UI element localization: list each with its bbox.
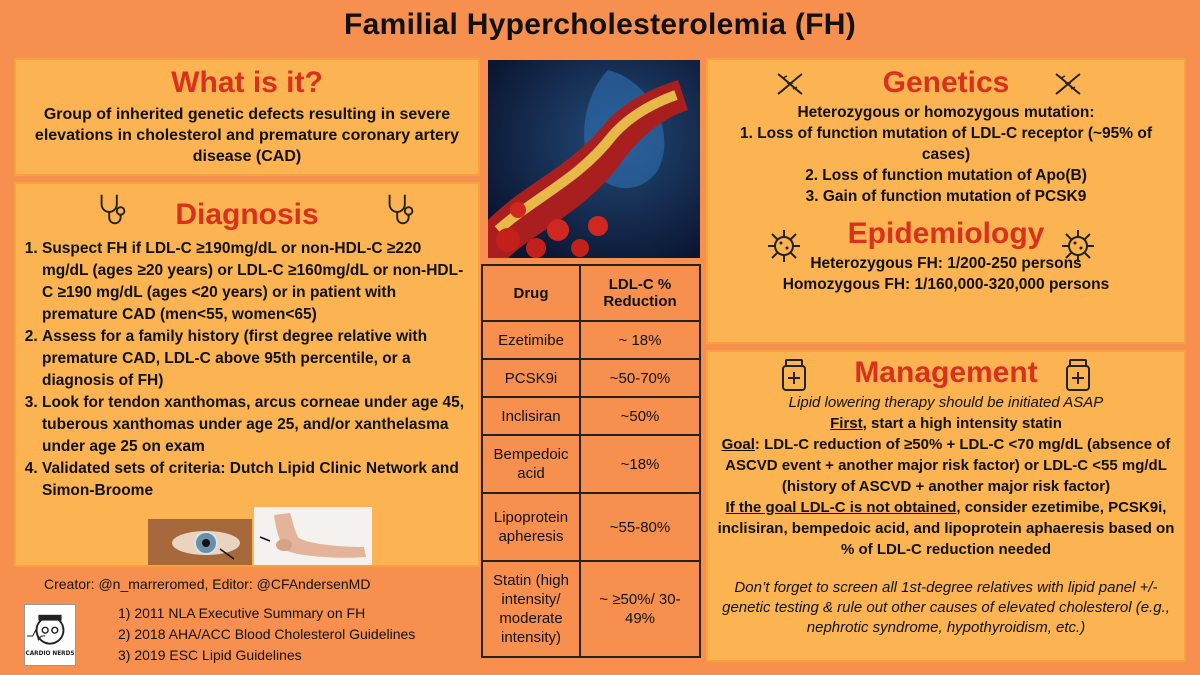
genetics-item: 3. Gain of function mutation of PCSK9 (805, 188, 1087, 205)
diagnosis-list (16, 232, 478, 502)
not-obtained-text: , consider ezetimibe, PCSK9i, inclisiran, bempedoic acid, and lipoprotein aphaeresis based on % of LDL-C reduction needed (717, 499, 1175, 558)
stethoscope-icon (94, 190, 132, 230)
reference-item: 1) 2011 NLA Executive Summary on FH (118, 605, 366, 621)
virus-icon (1060, 228, 1096, 264)
logo-text: CARDIO NERDS (25, 651, 75, 658)
pill-bottle-icon (780, 358, 808, 392)
diagnosis-item: 1. Suspect FH if LDL-C ≥190mg/dL or non-HDL-C ≥220 mg/dL (ages ≥20 years) or LDL-C ≥160mg/dL or non-HDL-C ≥190 mg/dL (ages <20 years) or in patient with premature CAD (men<55, women<65) (42, 238, 468, 326)
table-cell: Ezetimibe (482, 321, 580, 359)
diagnosis-item: 2. Assess for a family history (first degree relative with premature CAD, LDL-C above 95th percentile, or a diagnosis of FH) (42, 326, 468, 392)
diagnosis-heading: Diagnosis (175, 198, 319, 231)
not-obtained-label: If the goal LDL-C is not obtained (725, 499, 957, 516)
table-row (482, 359, 700, 397)
dna-icon (1052, 70, 1084, 98)
table-cell: ~ 18% (580, 321, 700, 359)
credits: Creator: @n_marreromed, Editor: @CFAndersenMD (44, 576, 371, 592)
table-header: Drug (482, 265, 580, 321)
what-heading: What is it? (171, 66, 323, 99)
artery-heart-image (488, 60, 700, 258)
pill-bottle-icon (1064, 358, 1092, 392)
goal-label: Goal (721, 436, 755, 453)
table-cell: ~50-70% (580, 359, 700, 397)
epidemiology-heading: Epidemiology (847, 217, 1045, 250)
table-cell: PCSK9i (482, 359, 580, 397)
tendon-xanthoma-image (254, 507, 372, 565)
genetics-item: 1. Loss of function mutation of LDL-C receptor (~95% of cases) (739, 125, 1153, 163)
table-row (482, 493, 700, 561)
table-header: LDL-C % Reduction (580, 265, 700, 321)
reference-item: 3) 2019 ESC Lipid Guidelines (118, 647, 302, 663)
drug-table (481, 264, 701, 658)
table-cell: ~55-80% (580, 493, 700, 561)
virus-icon (766, 228, 802, 264)
dna-icon (774, 70, 806, 98)
table-row (482, 397, 700, 435)
management-body (708, 390, 1184, 640)
what-is-it-panel (14, 58, 480, 176)
management-heading: Management (854, 356, 1038, 389)
what-body: Group of inherited genetic defects resulting in severe elevations in cholesterol and premature coronary artery disease (CAD) (34, 106, 460, 165)
cardionerds-logo (24, 604, 76, 666)
management-panel (706, 350, 1186, 662)
table-cell: Bempedoic acid (482, 435, 580, 493)
stethoscope-icon (382, 190, 420, 230)
reference-item: 2) 2018 AHA/ACC Blood Cholesterol Guidelines (118, 626, 416, 642)
table-row (482, 321, 700, 359)
first-text: , start a high intensity statin (862, 415, 1062, 432)
genetics-intro: Heterozygous or homozygous mutation: (797, 104, 1095, 121)
table-row (482, 561, 700, 657)
goal-text: : LDL-C reduction of ≥50% + LDL-C <70 mg/dL (absence of ASCVD event + another major risk factor) or LDL-C <55 mg/dL (history of ASCVD + another major risk factor) (725, 436, 1171, 495)
diagnosis-panel (14, 182, 480, 567)
epidemiology-line: Heterozygous FH: 1/200-250 persons (810, 255, 1082, 272)
management-intro: Lipid lowering therapy should be initiated ASAP (788, 394, 1104, 411)
genetics-heading: Genetics (882, 66, 1010, 99)
first-label: First (830, 415, 863, 432)
page-title: Familial Hypercholesterolemia (FH) (343, 8, 856, 41)
references (118, 603, 415, 666)
diagnosis-item: 3. Look for tendon xanthomas, arcus corneae under age 45, tuberous xanthomas under age 25, and/or xanthelasma under age 25 on exam (42, 392, 468, 458)
epidemiology-line: Homozygous FH: 1/160,000-320,000 persons (782, 276, 1110, 293)
table-cell: ~50% (580, 397, 700, 435)
table-cell: Lipoprotein apheresis (482, 493, 580, 561)
table-cell: Inclisiran (482, 397, 580, 435)
diagnosis-item: 4. Validated sets of criteria: Dutch Lipid Clinic Network and Simon-Broome (42, 458, 468, 502)
arcus-eye-image (148, 519, 252, 565)
table-row (482, 435, 700, 493)
table-cell: ~18% (580, 435, 700, 493)
genetics-body (708, 100, 1184, 209)
table-cell: Statin (high intensity/ moderate intensity) (482, 561, 580, 657)
genetics-panel (706, 58, 1186, 344)
management-footer: Don’t forget to screen all 1st-degree relatives with lipid panel +/- genetic testing & rule out other causes of elevated cholesterol (e.g., nephrotic syndrome, hypothyroidism, etc.) (722, 579, 1170, 636)
genetics-item: 2. Loss of function mutation of Apo(B) (805, 167, 1087, 184)
table-cell: ~ ≥50%/ 30-49% (580, 561, 700, 657)
